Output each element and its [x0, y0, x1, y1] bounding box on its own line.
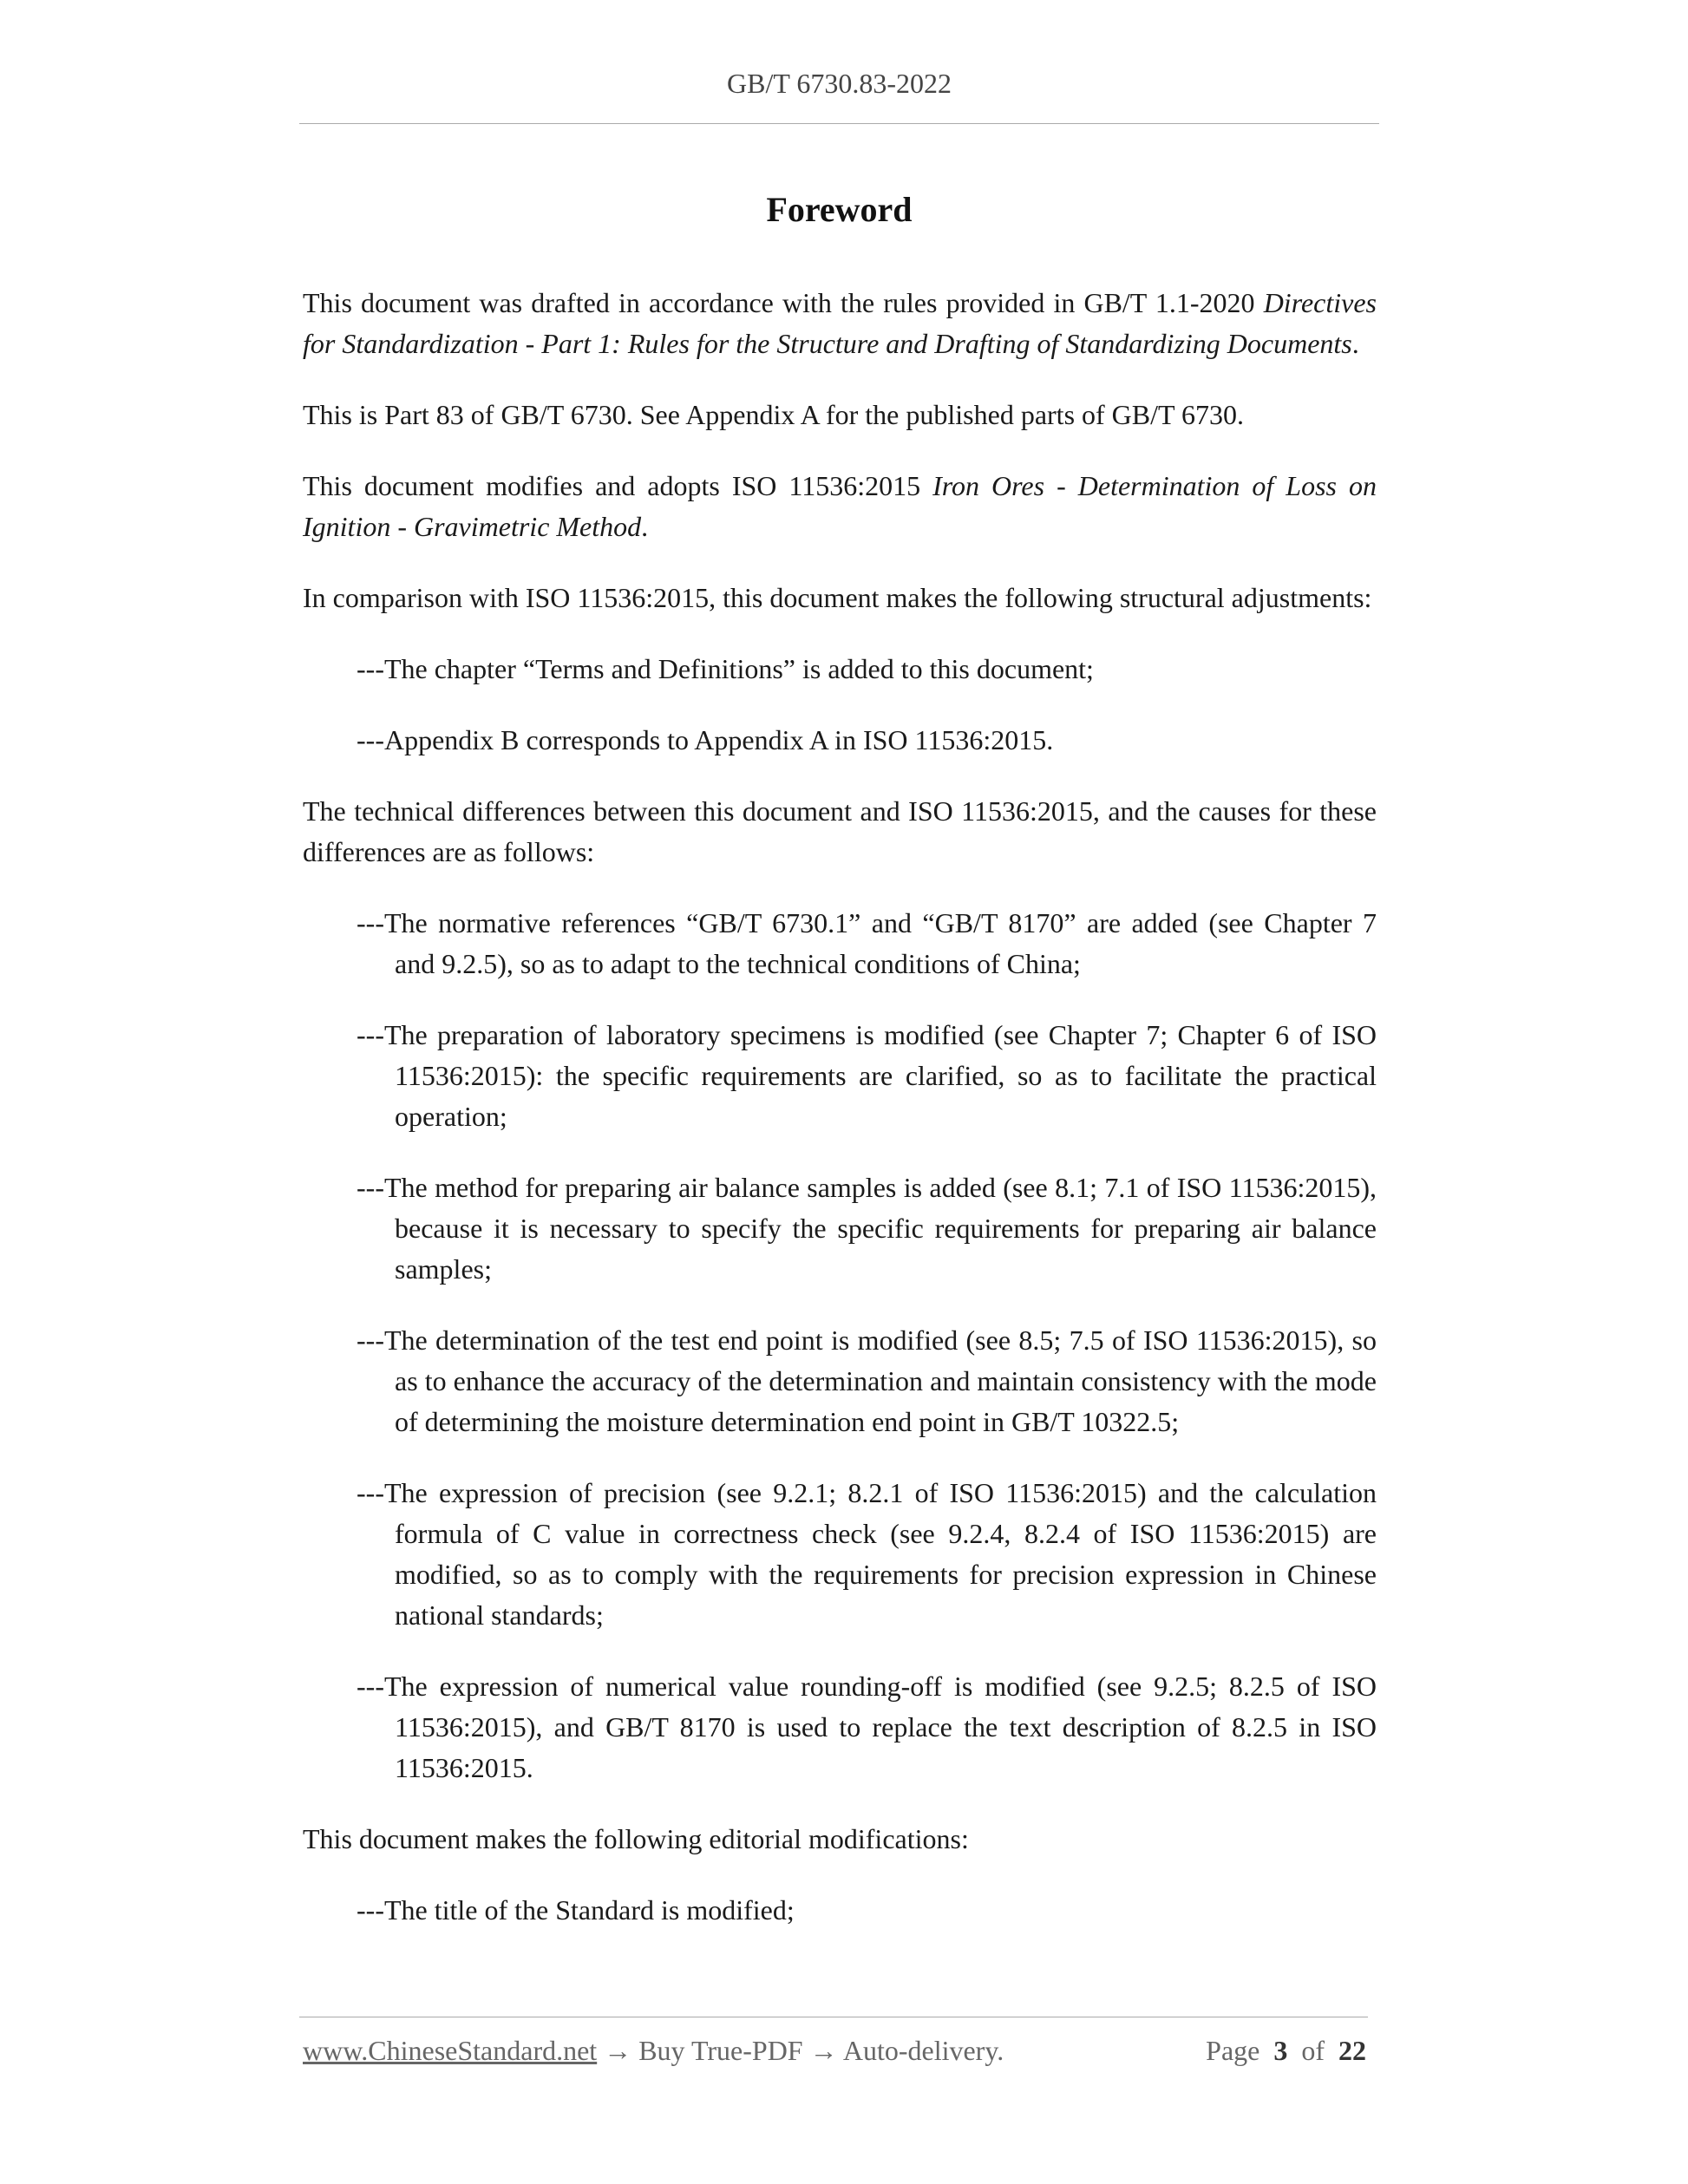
page-title: Foreword	[766, 190, 913, 229]
website-link[interactable]: www.ChineseStandard.net	[303, 2035, 598, 2066]
list-item: ---The expression of numerical value rounding-off is modified (see 9.2.5; 8.2.5 of ISO 11536:2015), and GB/T 8170 is used to replace the text description of 8.2.5 in ISO 11536:2015.	[357, 1671, 1377, 1783]
footer-promo	[303, 2035, 1004, 2067]
paragraph-part-info: This is Part 83 of GB/T 6730. See Appendix A for the published parts of GB/T 6730.	[303, 399, 1244, 430]
paragraph-structural-adjustments: In comparison with ISO 11536:2015, this document makes the following structural adjustments:	[303, 582, 1372, 613]
list-item: ---The normative references “GB/T 6730.1” and “GB/T 8170” are added (see Chapter 7 and 9.2.5), so as to adapt to the technical conditions of China;	[357, 907, 1377, 979]
paragraph-drafting-rules: This document was drafted in accordance with the rules provided in GB/T 1.1-2020 Directives for Standardization - Part 1: Rules for the Structure and Drafting of Standardizing Documents.	[303, 287, 1377, 359]
page-number: Page 3 of 22	[1206, 2035, 1366, 2066]
list-item: ---The expression of precision (see 9.2.1; 8.2.1 of ISO 11536:2015) and the calculation formula of C value in correctness check (see 9.2.4, 8.2.4 of ISO 11536:2015) are modified, so as to comply with the requirements for precision expression in Chinese national standards;	[357, 1477, 1377, 1631]
list-item: ---The chapter “Terms and Definitions” is added to this document;	[357, 653, 1094, 684]
list-item: ---The determination of the test end point is modified (see 8.5; 7.5 of ISO 11536:2015), so as to enhance the accuracy of the determination and maintain consistency with the mode of determining the moisture determination end point in GB/T 10322.5;	[357, 1324, 1377, 1437]
paragraph-editorial-modifications: This document makes the following editorial modifications:	[303, 1823, 969, 1854]
paragraph-adoption: This document modifies and adopts ISO 11536:2015 Iron Ores - Determination of Loss on Ignition - Gravimetric Method.	[303, 470, 1377, 542]
header-divider	[299, 123, 1379, 124]
paragraph-technical-differences: The technical differences between this document and ISO 11536:2015, and the causes for these differences are as follows:	[303, 795, 1377, 867]
list-item: ---The title of the Standard is modified;	[357, 1894, 795, 1926]
running-header: GB/T 6730.83-2022	[727, 68, 952, 99]
list-item: ---The method for preparing air balance samples is added (see 8.1; 7.1 of ISO 11536:2015), because it is necessary to specify the specific requirements for preparing air balance samples;	[357, 1172, 1377, 1285]
footer-promo-text: → Buy True-PDF → Auto-delivery.	[597, 2035, 1004, 2066]
list-item: ---The preparation of laboratory specimens is modified (see Chapter 7; Chapter 6 of ISO 11536:2015): the specific requirements are clarified, so as to facilitate the practical operation;	[357, 1019, 1377, 1132]
foreword-body	[303, 283, 1377, 1961]
list-item: ---Appendix B corresponds to Appendix A in ISO 11536:2015.	[357, 724, 1054, 755]
